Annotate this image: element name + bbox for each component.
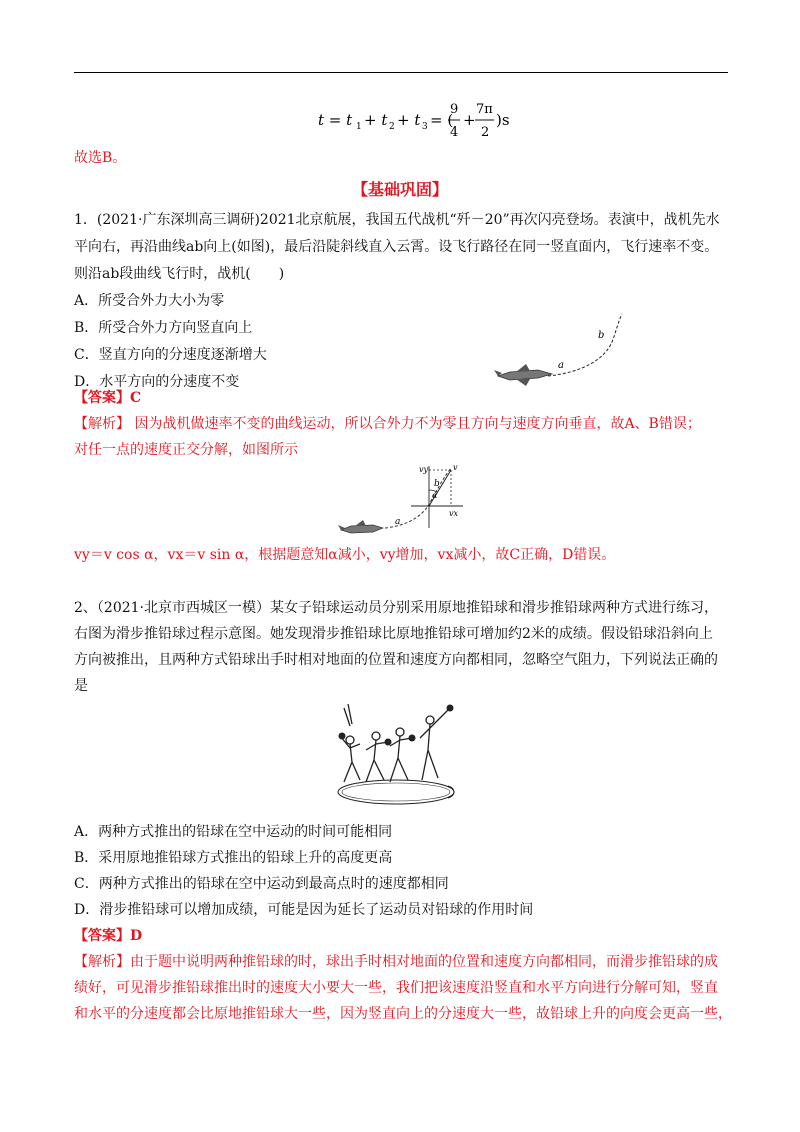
- q2-analysis-line1: 【解析】由于题中说明两种推铅球的时，球出手时相对地面的位置和速度方向都相同，而滑步推铅球的成: [74, 954, 718, 970]
- formula-close: )s: [496, 111, 510, 129]
- fig2-label-b: b: [434, 479, 440, 489]
- q1-option-d: D．水平方向的分速度不变: [74, 374, 240, 390]
- jet-curve-figure: [490, 310, 640, 390]
- fig2-label-vx: vx: [449, 509, 459, 518]
- q1-line2: 平向右，再沿曲线ab向上(如图)，最后沿陡斜线直入云霄。设飞行路径在同一竖直面内，飞行速率不变。: [74, 239, 719, 255]
- q2-line3: 方向被推出，且两种方式铅球出手时相对地面的位置和速度方向都相同，忽略空气阻力，下列说法正确的: [74, 652, 718, 668]
- header-rule: [74, 72, 728, 73]
- formula-sub2: 2: [389, 122, 395, 132]
- q1-analysis-line1: 【解析】 因为战机做速率不变的曲线运动，所以合外力不为零且方向与速度方向垂直，故A、B错误；: [74, 416, 701, 432]
- formula-sub1: 1: [356, 122, 362, 132]
- q2-option-b: B．采用原地推铅球方式推出的铅球上升的高度更高: [74, 850, 393, 866]
- fig2-label-alpha: α: [432, 491, 438, 500]
- q1-option-c: C．竖直方向的分速度逐渐增大: [74, 347, 267, 363]
- fig1-label-a: a: [558, 360, 564, 371]
- formula-sub3: 3: [422, 122, 428, 132]
- frac2-num: 7π: [476, 102, 493, 117]
- formula-plus3: +: [463, 111, 476, 129]
- frac1-num: 9: [450, 102, 459, 117]
- q2-line2: 右图为滑步推铅球过程示意图。她发现滑步推铅球比原地推铅球可增加约2米的成绩。假设铅球沿斜向上: [74, 626, 713, 642]
- q2-line4: 是: [74, 678, 88, 694]
- q1-line3: 则沿ab段曲线飞行时，战机( ): [74, 266, 285, 282]
- q2-analysis-line3: 和水平的分速度都会比原地推铅球大一些，因为竖直向上的分速度大一些，故铅球上升的向度会更高一些，: [74, 1006, 732, 1022]
- velocity-decomposition-figure: [335, 462, 475, 540]
- formula-eq: = (: [430, 111, 454, 129]
- q2-option-c: C．两种方式推出的铅球在空中运动到最高点时的速度都相同: [74, 876, 449, 892]
- section-title: 【基础巩固】: [351, 180, 448, 199]
- q2-option-a: A．两种方式推出的铅球在空中运动的时间可能相同: [74, 824, 393, 840]
- formula-lhs: t = t: [318, 111, 353, 129]
- q2-answer: 【答案】D: [74, 928, 143, 944]
- q2-analysis-line2: 绩好，可见滑步推铅球推出时的速度大小要大一些，我们把该速度沿竖直和水平方向进行分解可知，竖直: [74, 980, 718, 996]
- jet-icon-small: [338, 520, 383, 533]
- fig2-label-v: v: [453, 463, 458, 472]
- time-sum-formula: [318, 96, 518, 144]
- q2-option-d: D．滑步推铅球可以增加成绩，可能是因为延长了运动员对铅球的作用时间: [74, 902, 534, 918]
- q1-analysis-line2: 对任一点的速度正交分解，如图所示: [74, 442, 298, 458]
- q1-option-b: B．所受合外力方向竖直向上: [74, 320, 253, 336]
- q1-option-a: A．所受合外力大小为零: [74, 293, 225, 309]
- fig2-label-vy: vy: [419, 465, 429, 474]
- frac1-den: 4: [450, 125, 459, 140]
- q2-line1: 2、（2021·北京市西城区一模）某女子铅球运动员分别采用原地推铅球和滑步推铅球两种方式进行练习，: [74, 600, 718, 616]
- q1-answer: 【答案】C: [74, 390, 142, 406]
- fig1-label-b: b: [598, 330, 605, 341]
- fig2-label-a: a: [395, 517, 401, 527]
- formula-plus1: + t: [364, 111, 388, 129]
- shot-put-figure: [330, 700, 470, 812]
- formula-plus2: + t: [397, 111, 421, 129]
- frac2-den: 2: [481, 125, 490, 140]
- jet-icon: [494, 364, 552, 386]
- conclusion-text: 故选B。: [74, 150, 127, 166]
- q1-analysis-line3: vy＝v cos α，vx＝v sin α，根据题意知α减小，vy增加，vx减小，故C正确，D错误。: [74, 547, 616, 563]
- q1-line1: 1．(2021·广东深圳高三调研)2021北京航展，我国五代战机“歼－20”再次闪亮登场。表演中，战机先水: [74, 212, 720, 228]
